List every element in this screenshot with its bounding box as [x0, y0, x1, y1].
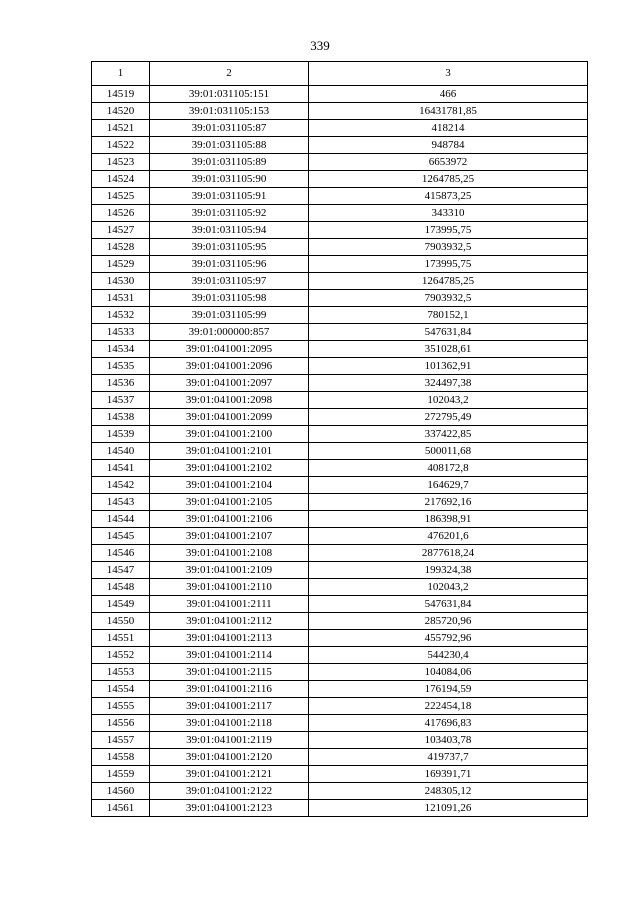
cadastral-number-cell: 39:01:041001:2122 — [150, 783, 309, 800]
cadastral-number-cell: 39:01:031105:91 — [150, 188, 309, 205]
table-row — [92, 783, 588, 800]
row-number-cell: 14538 — [92, 409, 150, 426]
table-row — [92, 528, 588, 545]
row-number-cell: 14522 — [92, 137, 150, 154]
table-row — [92, 392, 588, 409]
value-cell: 173995,75 — [309, 256, 588, 273]
table-row — [92, 630, 588, 647]
row-number-cell: 14530 — [92, 273, 150, 290]
cadastral-number-cell: 39:01:041001:2120 — [150, 749, 309, 766]
row-number-cell: 14544 — [92, 511, 150, 528]
row-number-cell: 14559 — [92, 766, 150, 783]
table-row — [92, 579, 588, 596]
table-row — [92, 715, 588, 732]
table-row — [92, 562, 588, 579]
row-number-cell: 14533 — [92, 324, 150, 341]
cadastral-number-cell: 39:01:000000:857 — [150, 324, 309, 341]
row-number-cell: 14546 — [92, 545, 150, 562]
row-number-cell: 14523 — [92, 154, 150, 171]
cadastral-number-cell: 39:01:041001:2104 — [150, 477, 309, 494]
row-number-cell: 14541 — [92, 460, 150, 477]
table-row — [92, 222, 588, 239]
cadastral-number-cell: 39:01:041001:2109 — [150, 562, 309, 579]
table-row — [92, 732, 588, 749]
cadastral-number-cell: 39:01:041001:2121 — [150, 766, 309, 783]
table-body — [92, 86, 588, 817]
cadastral-number-cell: 39:01:041001:2119 — [150, 732, 309, 749]
cadastral-number-cell: 39:01:041001:2110 — [150, 579, 309, 596]
row-number-cell: 14520 — [92, 103, 150, 120]
table-row — [92, 188, 588, 205]
row-number-cell: 14552 — [92, 647, 150, 664]
cadastral-number-cell: 39:01:041001:2098 — [150, 392, 309, 409]
table-row — [92, 137, 588, 154]
row-number-cell: 14529 — [92, 256, 150, 273]
value-cell: 500011,68 — [309, 443, 588, 460]
row-number-cell: 14555 — [92, 698, 150, 715]
row-number-cell: 14524 — [92, 171, 150, 188]
cadastral-number-cell: 39:01:031105:96 — [150, 256, 309, 273]
cadastral-number-cell: 39:01:041001:2112 — [150, 613, 309, 630]
row-number-cell: 14549 — [92, 596, 150, 613]
cadastral-number-cell: 39:01:041001:2115 — [150, 664, 309, 681]
value-cell: 544230,4 — [309, 647, 588, 664]
value-cell: 102043,2 — [309, 392, 588, 409]
table-row — [92, 545, 588, 562]
value-cell: 164629,7 — [309, 477, 588, 494]
table-row — [92, 120, 588, 137]
row-number-cell: 14539 — [92, 426, 150, 443]
cadastral-number-cell: 39:01:041001:2107 — [150, 528, 309, 545]
row-number-cell: 14531 — [92, 290, 150, 307]
table-row — [92, 273, 588, 290]
cadastral-number-cell: 39:01:031105:87 — [150, 120, 309, 137]
cadastral-number-cell: 39:01:041001:2105 — [150, 494, 309, 511]
value-cell: 547631,84 — [309, 596, 588, 613]
value-cell: 337422,85 — [309, 426, 588, 443]
cadastral-number-cell: 39:01:031105:90 — [150, 171, 309, 188]
row-number-cell: 14550 — [92, 613, 150, 630]
value-cell: 285720,96 — [309, 613, 588, 630]
table-row — [92, 239, 588, 256]
value-cell: 415873,25 — [309, 188, 588, 205]
value-cell: 948784 — [309, 137, 588, 154]
row-number-cell: 14540 — [92, 443, 150, 460]
row-number-cell: 14557 — [92, 732, 150, 749]
value-cell: 199324,38 — [309, 562, 588, 579]
value-cell: 418214 — [309, 120, 588, 137]
row-number-cell: 14527 — [92, 222, 150, 239]
table-row — [92, 766, 588, 783]
value-cell: 16431781,85 — [309, 103, 588, 120]
cadastral-number-cell: 39:01:031105:95 — [150, 239, 309, 256]
table-row — [92, 596, 588, 613]
row-number-cell: 14556 — [92, 715, 150, 732]
table-header-row — [92, 62, 588, 86]
cadastral-number-cell: 39:01:031105:94 — [150, 222, 309, 239]
cadastral-number-cell: 39:01:041001:2114 — [150, 647, 309, 664]
row-number-cell: 14542 — [92, 477, 150, 494]
table-row — [92, 800, 588, 817]
table-row — [92, 171, 588, 188]
table-row — [92, 664, 588, 681]
value-cell: 176194,59 — [309, 681, 588, 698]
value-cell: 466 — [309, 86, 588, 103]
table-row — [92, 290, 588, 307]
row-number-cell: 14543 — [92, 494, 150, 511]
cadastral-number-cell: 39:01:031105:88 — [150, 137, 309, 154]
cadastral-number-cell: 39:01:031105:92 — [150, 205, 309, 222]
table-row — [92, 307, 588, 324]
value-cell: 547631,84 — [309, 324, 588, 341]
row-number-cell: 14534 — [92, 341, 150, 358]
value-cell: 417696,83 — [309, 715, 588, 732]
cadastral-number-cell: 39:01:041001:2101 — [150, 443, 309, 460]
value-cell: 121091,26 — [309, 800, 588, 817]
column-header-3: 3 — [309, 62, 588, 86]
value-cell: 455792,96 — [309, 630, 588, 647]
table-row — [92, 375, 588, 392]
cadastral-number-cell: 39:01:041001:2097 — [150, 375, 309, 392]
value-cell: 272795,49 — [309, 409, 588, 426]
table-row — [92, 426, 588, 443]
table-row — [92, 205, 588, 222]
value-cell: 248305,12 — [309, 783, 588, 800]
row-number-cell: 14551 — [92, 630, 150, 647]
cadastral-value-table — [91, 61, 588, 817]
value-cell: 351028,61 — [309, 341, 588, 358]
table-row — [92, 477, 588, 494]
row-number-cell: 14548 — [92, 579, 150, 596]
value-cell: 173995,75 — [309, 222, 588, 239]
table-row — [92, 647, 588, 664]
cadastral-number-cell: 39:01:041001:2113 — [150, 630, 309, 647]
cadastral-number-cell: 39:01:041001:2106 — [150, 511, 309, 528]
column-header-1: 1 — [92, 62, 150, 86]
value-cell: 217692,16 — [309, 494, 588, 511]
value-cell: 408172,8 — [309, 460, 588, 477]
value-cell: 780152,1 — [309, 307, 588, 324]
value-cell: 169391,71 — [309, 766, 588, 783]
row-number-cell: 14535 — [92, 358, 150, 375]
cadastral-number-cell: 39:01:031105:99 — [150, 307, 309, 324]
table-row — [92, 749, 588, 766]
value-cell: 7903932,5 — [309, 239, 588, 256]
value-cell: 2877618,24 — [309, 545, 588, 562]
table-row — [92, 256, 588, 273]
value-cell: 324497,38 — [309, 375, 588, 392]
row-number-cell: 14547 — [92, 562, 150, 579]
table-row — [92, 511, 588, 528]
cadastral-number-cell: 39:01:041001:2100 — [150, 426, 309, 443]
table-row — [92, 409, 588, 426]
cadastral-number-cell: 39:01:041001:2108 — [150, 545, 309, 562]
cadastral-number-cell: 39:01:041001:2123 — [150, 800, 309, 817]
table-row — [92, 613, 588, 630]
cadastral-number-cell: 39:01:041001:2117 — [150, 698, 309, 715]
value-cell: 104084,06 — [309, 664, 588, 681]
row-number-cell: 14521 — [92, 120, 150, 137]
value-cell: 419737,7 — [309, 749, 588, 766]
row-number-cell: 14532 — [92, 307, 150, 324]
value-cell: 186398,91 — [309, 511, 588, 528]
row-number-cell: 14536 — [92, 375, 150, 392]
cadastral-number-cell: 39:01:041001:2099 — [150, 409, 309, 426]
row-number-cell: 14560 — [92, 783, 150, 800]
row-number-cell: 14545 — [92, 528, 150, 545]
row-number-cell: 14558 — [92, 749, 150, 766]
table-row — [92, 358, 588, 375]
cadastral-number-cell: 39:01:031105:97 — [150, 273, 309, 290]
table-row — [92, 324, 588, 341]
cadastral-number-cell: 39:01:031105:151 — [150, 86, 309, 103]
value-cell: 1264785,25 — [309, 171, 588, 188]
table-row — [92, 494, 588, 511]
page-number: 339 — [310, 38, 330, 53]
cadastral-number-cell: 39:01:041001:2096 — [150, 358, 309, 375]
cadastral-number-cell: 39:01:031105:98 — [150, 290, 309, 307]
table-row — [92, 460, 588, 477]
value-cell: 222454,18 — [309, 698, 588, 715]
table-row — [92, 443, 588, 460]
table-row — [92, 681, 588, 698]
table-row — [92, 698, 588, 715]
cadastral-number-cell: 39:01:041001:2116 — [150, 681, 309, 698]
value-cell: 102043,2 — [309, 579, 588, 596]
table-row — [92, 341, 588, 358]
cadastral-number-cell: 39:01:041001:2111 — [150, 596, 309, 613]
row-number-cell: 14553 — [92, 664, 150, 681]
value-cell: 476201,6 — [309, 528, 588, 545]
row-number-cell: 14519 — [92, 86, 150, 103]
cadastral-number-cell: 39:01:041001:2102 — [150, 460, 309, 477]
value-cell: 343310 — [309, 205, 588, 222]
cadastral-number-cell: 39:01:041001:2118 — [150, 715, 309, 732]
table-row — [92, 86, 588, 103]
value-cell: 6653972 — [309, 154, 588, 171]
row-number-cell: 14528 — [92, 239, 150, 256]
row-number-cell: 14561 — [92, 800, 150, 817]
row-number-cell: 14554 — [92, 681, 150, 698]
cadastral-number-cell: 39:01:031105:89 — [150, 154, 309, 171]
row-number-cell: 14537 — [92, 392, 150, 409]
value-cell: 7903932,5 — [309, 290, 588, 307]
table-row — [92, 154, 588, 171]
row-number-cell: 14525 — [92, 188, 150, 205]
column-header-2: 2 — [150, 62, 309, 86]
value-cell: 101362,91 — [309, 358, 588, 375]
table-row — [92, 103, 588, 120]
row-number-cell: 14526 — [92, 205, 150, 222]
cadastral-number-cell: 39:01:031105:153 — [150, 103, 309, 120]
cadastral-number-cell: 39:01:041001:2095 — [150, 341, 309, 358]
value-cell: 1264785,25 — [309, 273, 588, 290]
value-cell: 103403,78 — [309, 732, 588, 749]
